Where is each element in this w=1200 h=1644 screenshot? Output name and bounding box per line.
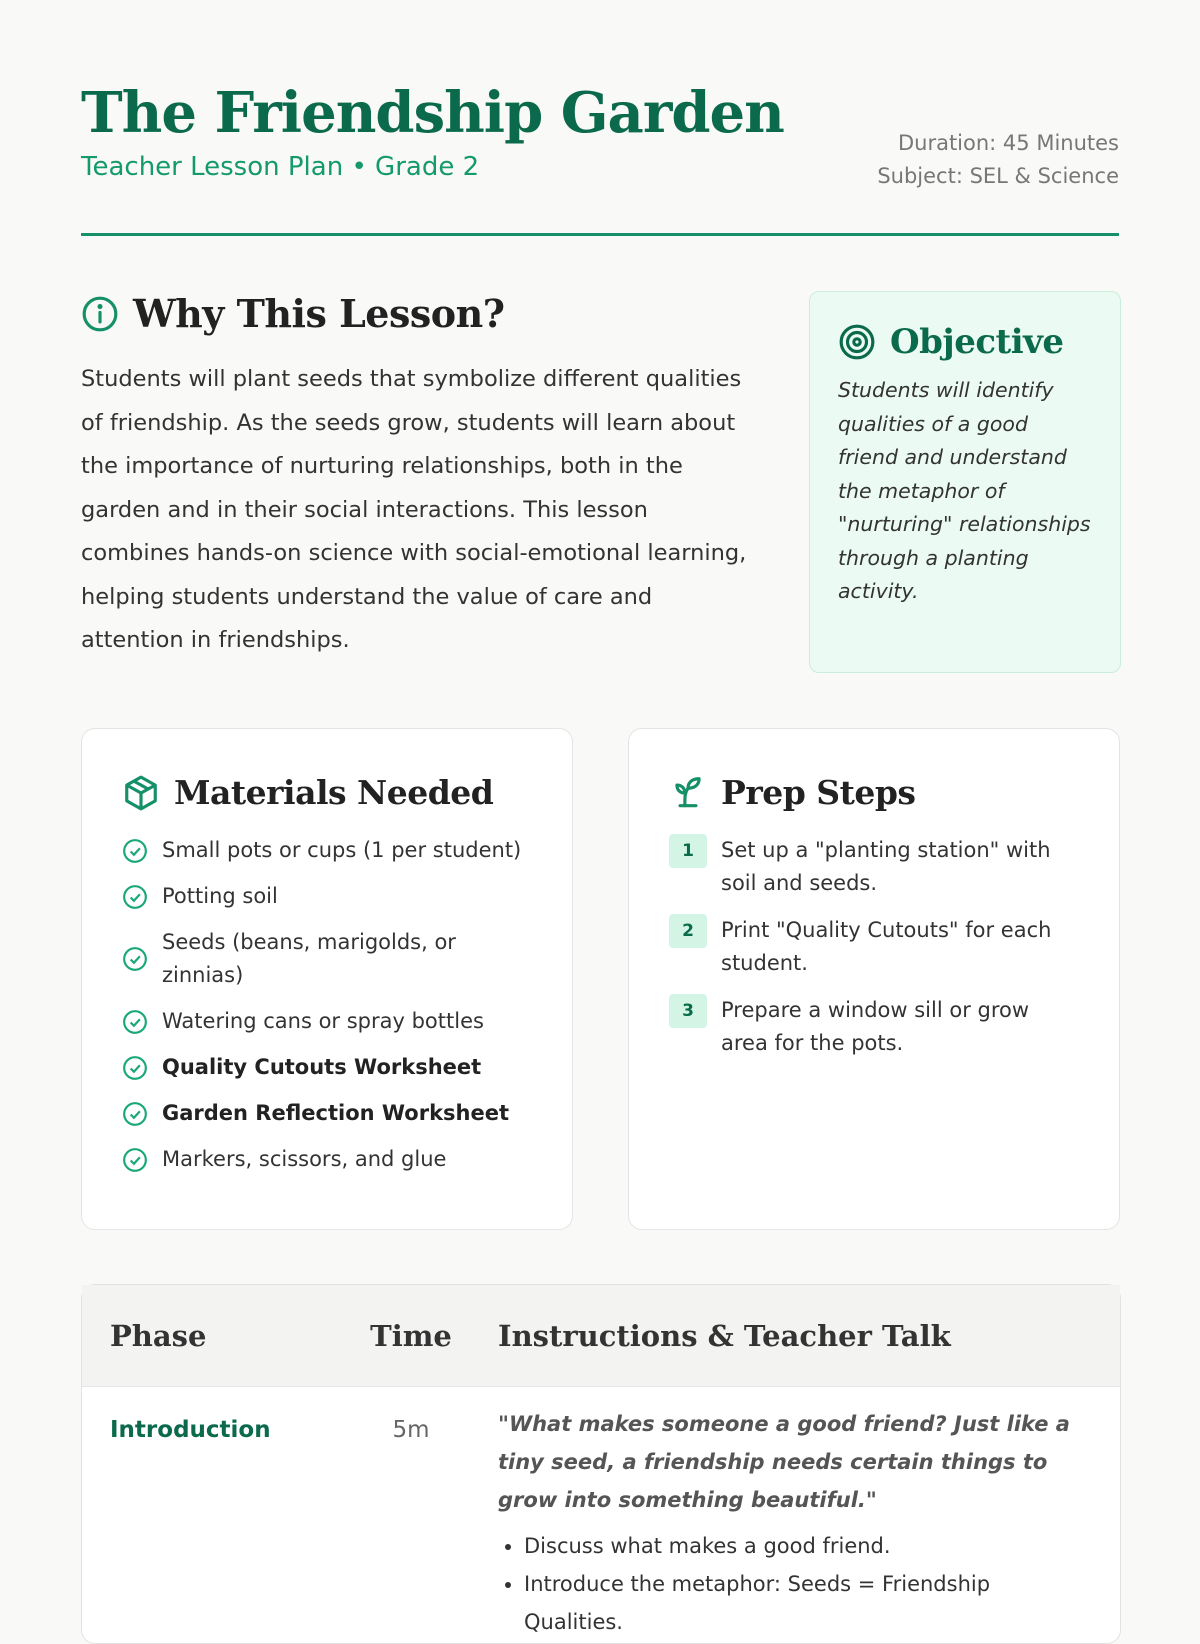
step-text: Prepare a window sill or grow area for the pots. bbox=[721, 998, 1030, 1055]
step-number-badge: 3 bbox=[669, 994, 707, 1028]
list-item bbox=[122, 1005, 532, 1038]
instruction-bullets bbox=[498, 1527, 1080, 1641]
check-circle-icon bbox=[122, 838, 148, 864]
prep-steps-list bbox=[669, 834, 1079, 1060]
target-icon bbox=[838, 323, 876, 361]
why-section bbox=[81, 291, 761, 663]
check-circle-icon bbox=[122, 1009, 148, 1035]
header bbox=[81, 0, 1119, 236]
prep-card bbox=[628, 728, 1120, 1230]
lesson-meta bbox=[877, 127, 1119, 193]
lesson-table bbox=[81, 1284, 1121, 1644]
prep-heading: Prep Steps bbox=[721, 773, 916, 812]
list-item bbox=[122, 1143, 532, 1176]
info-icon bbox=[81, 295, 119, 333]
material-label: Potting soil bbox=[162, 884, 278, 908]
material-label: Garden Reflection Worksheet bbox=[162, 1101, 510, 1125]
step-number-badge: 2 bbox=[669, 914, 707, 948]
objective-box bbox=[809, 291, 1121, 673]
check-circle-icon bbox=[122, 1101, 148, 1127]
subject-label: Subject: SEL & Science bbox=[877, 164, 1119, 188]
list-item bbox=[122, 834, 532, 867]
material-label: Watering cans or spray bottles bbox=[162, 1009, 484, 1033]
list-item bbox=[669, 834, 1079, 900]
table-row bbox=[82, 1387, 1120, 1641]
list-item bbox=[669, 994, 1079, 1060]
why-body: Students will plant seeds that symbolize different qualities of friendship. As the seeds grow, students will learn about the importance of nurturing relationships, both in the garden and in their social interactions. This lesson combines hands-on science with social-emotional learning, helping students understand the value of care and attention in friendships. bbox=[81, 366, 747, 653]
check-circle-icon bbox=[122, 1147, 148, 1173]
duration-label: Duration: 45 Minutes bbox=[897, 131, 1119, 155]
step-number-badge: 1 bbox=[669, 834, 707, 868]
column-header-phase: Phase bbox=[110, 1318, 207, 1353]
teacher-talk-quote: "What makes someone a good friend? Just like a tiny seed, a friendship needs certain things to grow into something beautiful." bbox=[498, 1412, 1070, 1512]
list-item bbox=[122, 1051, 532, 1084]
page-subtitle: Teacher Lesson Plan • Grade 2 bbox=[81, 152, 480, 182]
page-title: The Friendship Garden bbox=[81, 80, 784, 146]
phase-cell: Introduction bbox=[110, 1417, 271, 1443]
list-item bbox=[669, 914, 1079, 980]
check-circle-icon bbox=[122, 946, 148, 972]
material-label: Small pots or cups (1 per student) bbox=[162, 838, 522, 862]
list-item bbox=[122, 1097, 532, 1130]
check-circle-icon bbox=[122, 1055, 148, 1081]
step-text: Set up a "planting station" with soil and seeds. bbox=[721, 838, 1051, 895]
package-icon bbox=[122, 774, 160, 812]
list-item bbox=[122, 926, 532, 992]
column-header-time: Time bbox=[370, 1318, 452, 1353]
material-label: Quality Cutouts Worksheet bbox=[162, 1055, 482, 1079]
list-item: • Introduce the metaphor: Seeds = Friendship Qualities. bbox=[524, 1565, 1080, 1641]
check-circle-icon bbox=[122, 884, 148, 910]
why-heading: Why This Lesson? bbox=[133, 291, 505, 336]
material-label: Markers, scissors, and glue bbox=[162, 1147, 447, 1171]
list-item: • Discuss what makes a good friend. bbox=[524, 1527, 1080, 1565]
list-item bbox=[122, 880, 532, 913]
sprout-icon bbox=[669, 774, 707, 812]
table-header bbox=[82, 1285, 1120, 1387]
time-cell: 5m bbox=[392, 1417, 430, 1443]
material-label: Seeds (beans, marigolds, or zinnias) bbox=[162, 930, 456, 987]
instructions-cell bbox=[482, 1405, 1120, 1641]
materials-card bbox=[81, 728, 573, 1230]
objective-heading: Objective bbox=[890, 322, 1064, 362]
materials-heading: Materials Needed bbox=[174, 773, 494, 812]
column-header-instructions: Instructions & Teacher Talk bbox=[498, 1318, 951, 1353]
objective-body: Students will identify qualities of a good friend and understand the metaphor of "nurturing" relationships through a planting activity. bbox=[838, 378, 1091, 603]
step-text: Print "Quality Cutouts" for each student. bbox=[721, 918, 1052, 975]
materials-list bbox=[122, 834, 532, 1176]
